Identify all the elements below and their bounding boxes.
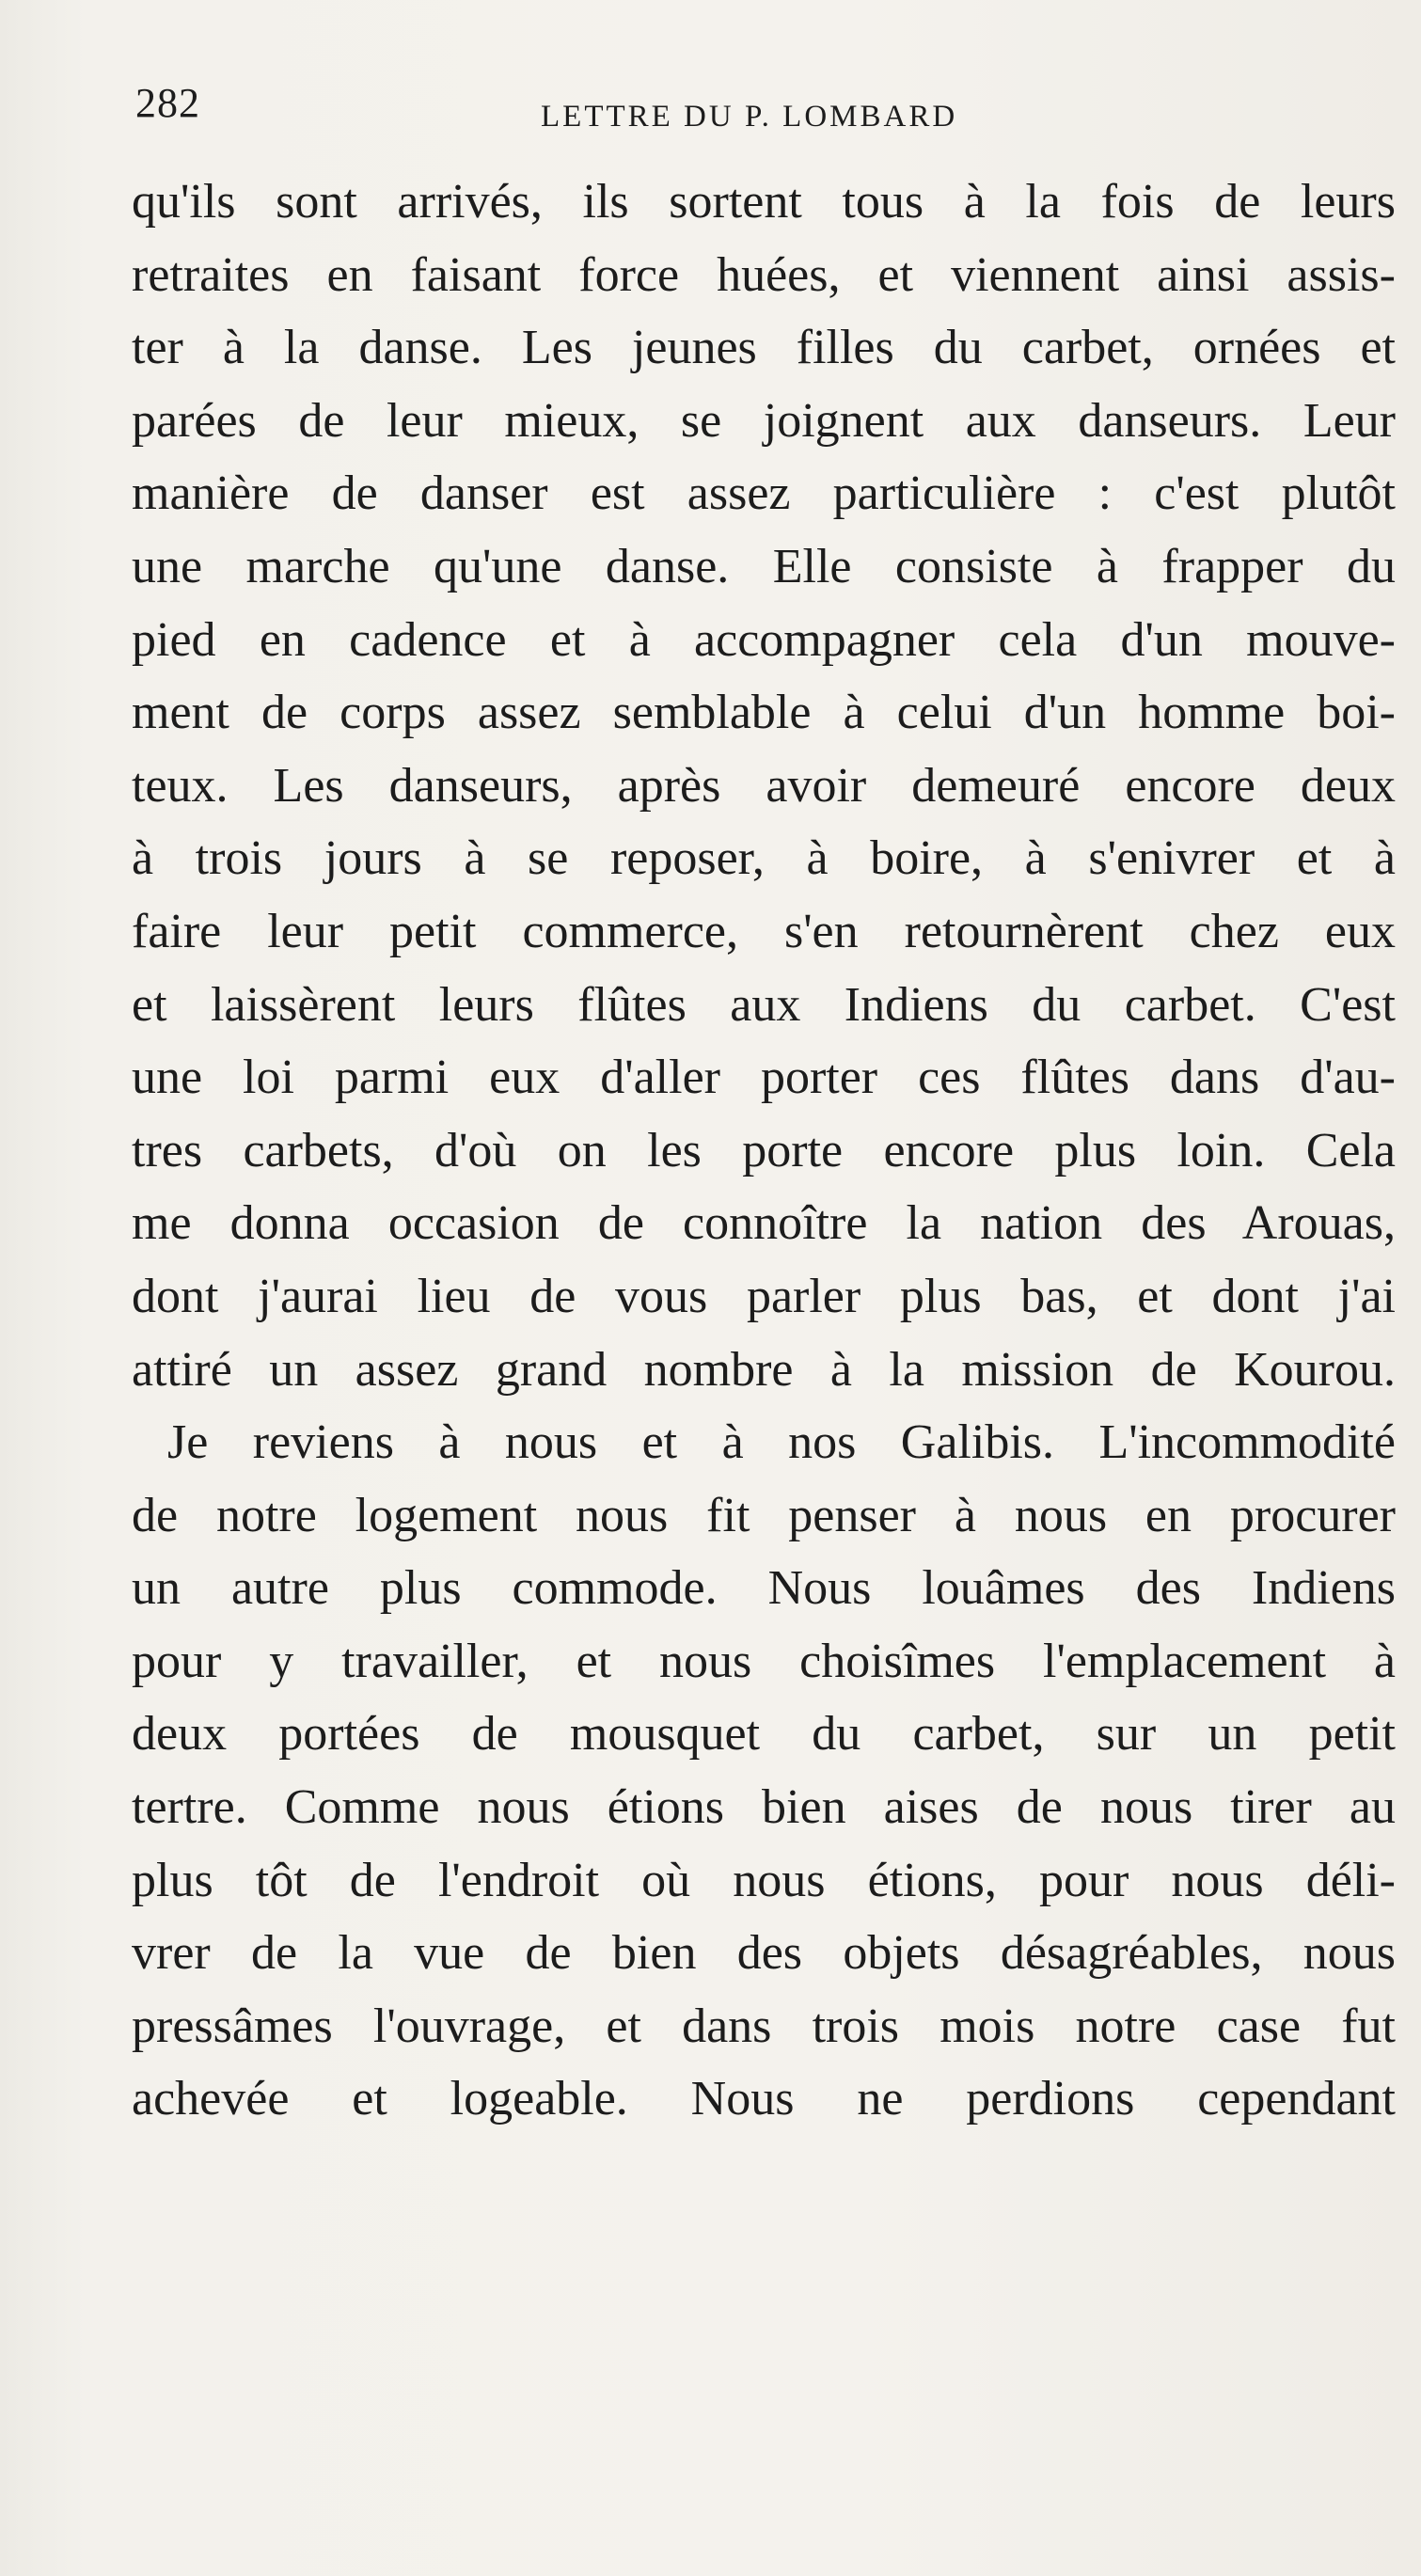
text-line: à trois jours à se reposer, à boire, à s'enivrer et à [132, 831, 1396, 886]
text-line: attiré un assez grand nombre à la mission de Kourou. [132, 1342, 1396, 1397]
text-line: qu'ils sont arrivés, ils sortent tous à la fois de leurs [132, 175, 1396, 229]
text-line: retraites en faisant force huées, et viennent ainsi assis- [132, 247, 1396, 302]
text-line: pied en cadence et à accompagner cela d'un mouve- [132, 612, 1396, 667]
page-number: 282 [135, 80, 200, 126]
body-text [132, 166, 1396, 2136]
text-line: dont j'aurai lieu de vous parler plus bas, et dont j'ai [132, 1269, 1396, 1323]
text-line: plus tôt de l'endroit où nous étions, pour nous déli- [132, 1853, 1396, 1907]
text-line: une loi parmi eux d'aller porter ces flûtes dans d'au- [132, 1051, 1396, 1105]
text-line: faire leur petit commerce, s'en retournèrent chez eux [132, 904, 1396, 958]
text-line: un autre plus commode. Nous louâmes des Indiens [132, 1561, 1396, 1616]
text-line: une marche qu'une danse. Elle consiste à frapper du [132, 539, 1396, 593]
text-line: vrer de la vue de bien des objets désagréables, nous [132, 1926, 1396, 1981]
text-line: et laissèrent leurs flûtes aux Indiens du carbet. C'est [132, 977, 1396, 1032]
text-line: deux portées de mousquet du carbet, sur un petit [132, 1707, 1396, 1762]
running-title: LETTRE DU P. LOMBARD [541, 100, 958, 134]
text-line: me donna occasion de connoître la nation des Arouas, [132, 1196, 1396, 1251]
text-line: parées de leur mieux, se joignent aux danseurs. Leur [132, 393, 1396, 448]
page-header [132, 79, 1401, 154]
text-line: ter à la danse. Les jeunes filles du carbet, ornées et [132, 321, 1396, 375]
text-line: pressâmes l'ouvrage, et dans trois mois notre case fut [132, 1999, 1396, 2053]
text-line: pour y travailler, et nous choisîmes l'emplacement à [132, 1634, 1396, 1688]
text-line: achevée et logeable. Nous ne perdions cependant [132, 2072, 1396, 2126]
text-line: manière de danser est assez particulière : c'est plutôt [132, 466, 1396, 521]
text-line: tres carbets, d'où on les porte encore plus loin. Cela [132, 1123, 1396, 1177]
text-line: ment de corps assez semblable à celui d'un homme boi- [132, 686, 1396, 740]
text-line: de notre logement nous fit penser à nous en procurer [132, 1488, 1396, 1542]
text-line: Je reviens à nous et à nos Galibis. L'incommodité [167, 1415, 1396, 1470]
text-line: teux. Les danseurs, après avoir demeuré encore deux [132, 758, 1396, 813]
text-line: tertre. Comme nous étions bien aises de nous tirer au [132, 1780, 1396, 1835]
